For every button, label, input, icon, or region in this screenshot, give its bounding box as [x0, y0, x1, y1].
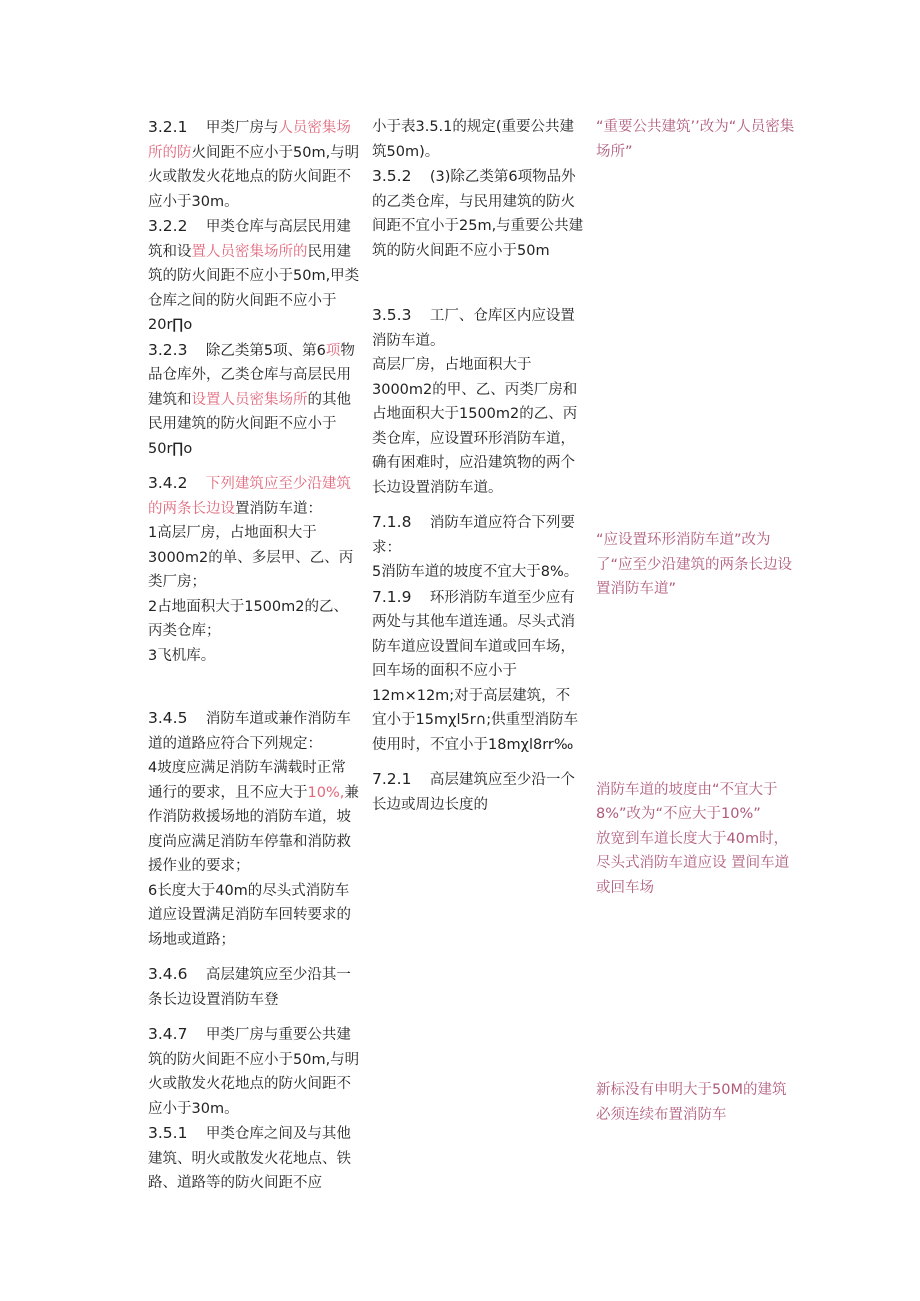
highlight-text: 置人员密集场所的	[191, 243, 308, 260]
list-item: 1高层厂房，占地面积大于3000m2的单、多层甲、乙、丙类厂房；	[148, 525, 354, 590]
list-item: 3飞机库。	[148, 647, 216, 664]
clause-3-5-3	[372, 303, 584, 353]
highlight-text: 10%,	[307, 784, 345, 801]
clause-number: 3.4.5	[148, 709, 188, 727]
clause-number: 3.4.6	[148, 965, 188, 983]
clause-3-5-1	[148, 1121, 360, 1196]
clause-3-4-2	[148, 471, 360, 521]
clause-text: 甲类厂房与	[205, 120, 279, 136]
highlight-text: 下列建筑应至少沿建筑的两条长边设	[148, 476, 351, 517]
clause-number: 7.1.9	[372, 587, 412, 606]
clause-number: 3.2.1	[148, 118, 188, 136]
clause-number: 3.2.3	[148, 340, 188, 359]
clause-text: 甲类仓库与高层民用建筑和设	[148, 219, 351, 260]
clause-number: 3.5.3	[372, 306, 412, 324]
clause-text: 民用建筑的防火间距不应小于50m,甲类仓库之间的防火间距不应小于20r∏o	[148, 243, 360, 333]
clause-text: (3)除乙类第6项物品外的乙类仓库，与民用建筑的防火间距不宜小于25m,与重要公共建筑的防火间距不应小于50m	[372, 169, 584, 259]
clause-number: 3.4.7	[148, 1025, 188, 1043]
clause-text: 高层建筑应至少沿一个长边或周边长度的	[372, 772, 575, 813]
clause-3-4-5-item4	[148, 756, 360, 879]
clause-number: 3.2.2	[148, 217, 188, 235]
clause-text: 火间距不应小于50m,与明火或散发火花地点的防火间距不应小于30m。	[148, 144, 360, 210]
clause-3-4-7	[148, 1022, 360, 1121]
clause-text: 的其他民用建筑的防火间距不应小于50r∏o	[148, 391, 351, 457]
clause-7-2-1	[372, 767, 584, 817]
clause-3-2-2	[148, 214, 360, 338]
clause-text: 消防车道或兼作消防车道的道路应符合下列规定：	[148, 711, 351, 752]
clause-text: 甲类仓库之间及与其他建筑、明火或散发火花地点、铁路、道路等的防火间距不应	[148, 1126, 351, 1191]
highlight-text: 设置人员密集场所	[191, 391, 308, 408]
highlight-text: 人员密集场所的防	[148, 120, 351, 161]
change-note: “应设置环形消防车道”改为了“应至少沿建筑的两条长边设置消防车道”	[596, 532, 793, 597]
clause-text: 环形消防车道至少应有两处与其他车道连通。尽头式消防车道应设置间车道或回车场，回车场的面积不应小于12m×12m;对于高层建筑，不宜小于15mχl5r∩;供重型消防车使用时，不宜小于18mχl8rr‰	[372, 589, 579, 753]
clause-text: 兼作消防救援场地的消防车道，坡度尚应满足消防车停靠和消防救援作业的要求；	[148, 784, 359, 874]
clause-text: 高层建筑应至少沿其一条长边设置消防车登	[148, 967, 351, 1008]
clause-3-4-6	[148, 962, 360, 1012]
list-item: 2占地面积大于1500m2的乙、丙类仓库；	[148, 598, 348, 639]
clause-number: 7.2.1	[372, 770, 412, 788]
clause-text: 消防车道应符合下列要求：	[372, 515, 575, 556]
clause-number: 7.1.8	[372, 513, 412, 531]
clause-continuation: 小于表3.5.1的规定(重要公共建筑50m)。	[372, 119, 575, 160]
clause-text: 置消防车道：	[235, 500, 322, 517]
clause-text: 物品仓库外，乙类仓库与高层民用建筑和	[148, 342, 355, 408]
list-item: 6长度大于40m的尽头式消防车道应设置满足消防车回转要求的场地或道路；	[148, 882, 351, 948]
change-note: 新标没有申明大于50M的建筑必须连续布置消防车	[596, 1082, 787, 1123]
clause-3-5-2	[372, 164, 584, 263]
column-left	[148, 115, 360, 1196]
clause-number: 3.4.2	[148, 474, 188, 492]
list-item: 5消防车道的坡度不宜大于8%。	[372, 564, 579, 580]
change-note: 消防车道的坡度由“不宜大于8%”改为“不应大于10%”	[596, 781, 778, 822]
clause-7-1-9	[372, 585, 584, 758]
clause-3-4-5	[148, 706, 360, 756]
column-middle	[372, 115, 584, 817]
clause-number: 3.5.1	[148, 1124, 188, 1142]
clause-text: 工厂、仓库区内应设置消防车道。	[372, 308, 575, 349]
clause-text: 高层厂房，占地面积大于3000m2的甲、乙、丙类厂房和占地面积大于1500m2的乙、丙类仓库，应设置环形消防车道，确有困难时，应沿建筑物的两个长边设置消防车道。	[372, 357, 578, 496]
column-notes	[596, 115, 796, 1127]
change-note: “重要公共建筑’’改为“人员密集场所”	[596, 119, 795, 160]
highlight-text: 项	[325, 342, 341, 359]
clause-number: 3.5.2	[372, 167, 412, 185]
change-note: 放宽到车道长度大于40m时，尽头式消防车道应设 置间车道或回车场	[596, 830, 790, 896]
clause-7-1-8	[372, 510, 584, 560]
clause-3-2-1	[148, 115, 360, 214]
clause-text: 甲类厂房与重要公共建筑的防火间距不应小于50m,与明火或散发火花地点的防火间距不应小于30m。	[148, 1027, 360, 1117]
clause-3-2-3	[148, 338, 360, 462]
clause-text: 4坡度应满足消防车满载时正常通行的要求，且不应大于	[148, 760, 346, 801]
clause-text: 除乙类第5项、第6	[205, 342, 326, 359]
